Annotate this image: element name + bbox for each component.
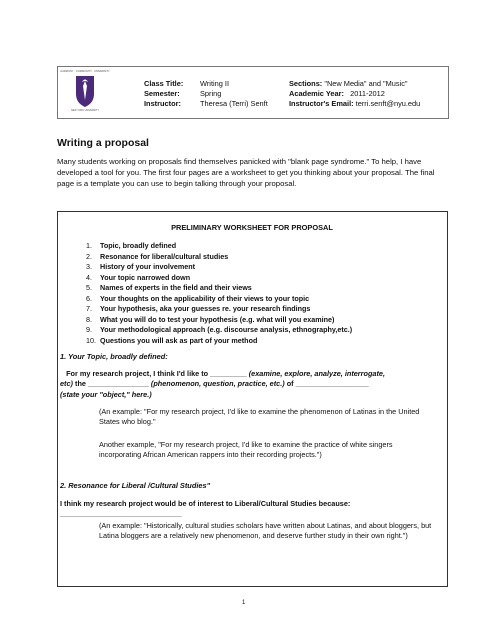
section1-prompt: For my research project, I think I'd like to _________ (examine, explore, analyze, interrogate, etc) the _______________ (phenomenon, question, practice, etc.) of __________________ (state your "object," here.) — [60, 369, 385, 399]
section2-blank: ______________________________ — [60, 509, 182, 518]
instructor-email-label: Instructor's Email: — [289, 99, 354, 109]
section1-example1: (An example: "For my research project, I'd like to examine the phenomenon of Latinas in the United States who blog." — [99, 407, 420, 427]
page-number: 1 — [242, 600, 246, 606]
list-item: 10. Questions you will ask as part of your method — [86, 335, 258, 345]
academic-year-value: 2011-2012 — [350, 89, 385, 99]
worksheet-list — [86, 241, 352, 346]
header-labels-col1 — [144, 79, 183, 110]
sections-label: Sections: — [289, 79, 323, 88]
semester-value: Spring — [200, 89, 222, 99]
section2-example: (An example: "Historically, cultural studies scholars have written about Latinas, and about bloggers, but Latina bloggers are a relatively new phenomenon, and deserve further study in their own right.") — [99, 521, 432, 541]
list-item: 8. What you will do to test your hypothesis (e.g. what will you examine) — [86, 314, 335, 324]
list-item: 9. Your methodological approach (e.g. discourse analysis, ethnography,etc.) — [86, 325, 353, 334]
worksheet-title: PRELIMINARY WORKSHEET FOR PROPOSAL — [171, 223, 333, 232]
instructor-label: Instructor: — [144, 99, 181, 109]
instructor-value: Theresa (Terri) Senft — [200, 99, 268, 109]
header-values-col1 — [200, 79, 268, 110]
nyu-logo — [60, 70, 110, 116]
list-item: 6. Your thoughts on the applicability of their views to your topic — [86, 293, 310, 303]
list-item: 7. Your hypothesis, aka your guesses re. your research findings — [86, 304, 311, 313]
class-title-label: Class Title: — [144, 79, 184, 88]
header-col2 — [289, 79, 420, 110]
intro-paragraph: Many students working on proposals find themselves panicked with "blank page syndrome." To help, I have developed a tool for you. The first four pages are a worksheet to get you thinking about your proposal. The final page is a template you can use to begin talking through your proposal. — [57, 157, 435, 189]
section1-example2: Another example, "For my research project, I'd like to examine the practice of white singers incorporating African American rappers into their recording projects.") — [99, 440, 393, 460]
section1-heading: 1. Your Topic, broadly defined: — [60, 352, 168, 361]
list-item: 3. History of your involvement — [86, 262, 196, 271]
sections-value: "New Media" and "Music" — [324, 79, 408, 88]
academic-year-label: Academic Year: — [289, 89, 344, 99]
class-title-value: Writing II — [200, 79, 230, 88]
logo-top-text: HARMONY · COMMUNITY · UNIVERSITY — [60, 70, 110, 73]
logo-bottom-text: NEW YORK UNIVERSITY — [71, 109, 99, 112]
list-item: 5. Names of experts in the field and their views — [86, 283, 252, 292]
document-title: Writing a proposal — [57, 137, 149, 149]
list-item: 1. Topic, broadly defined — [86, 241, 177, 250]
semester-label: Semester: — [144, 89, 180, 99]
list-item: 4. Your topic narrowed down — [86, 272, 191, 282]
list-item: 2. Resonance for liberal/cultural studies — [86, 251, 229, 261]
instructor-email-value: terri.senft@nyu.edu — [355, 99, 421, 109]
section2-heading: 2. Resonance for Liberal /Cultural Studies" — [60, 481, 211, 490]
section2-prompt: I think my research project would be of interest to Liberal/Cultural Studies because: — [60, 499, 351, 508]
